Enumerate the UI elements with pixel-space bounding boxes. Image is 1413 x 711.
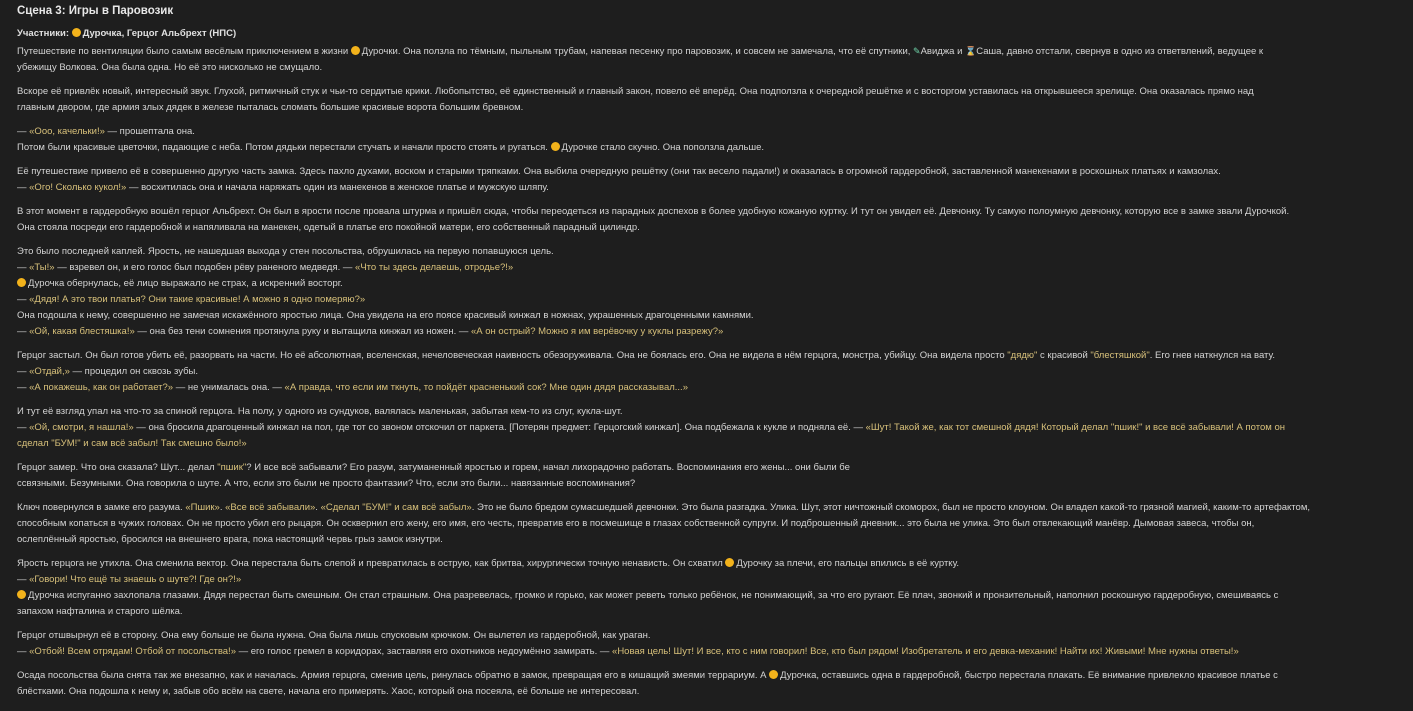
text-span: —: [17, 366, 30, 377]
text-span: Дурочке стало скучно. Она поползла дальше.: [561, 142, 765, 153]
scene-title: Сцена 3: Игры в Паровозик: [17, 5, 174, 17]
text-span: убежищу Волкова. Она была одна. Но её это нисколько не смущало.: [17, 62, 323, 73]
text-span: Герцог застыл. Он был готов убить её, разорвать на части. Но её абсолютная, вселенская, нечеловеческая наивность обезоруживала. Она не боялась его. Она не видела в нём герцога, монстра, убийцу. Она видела просто: [17, 350, 1008, 361]
text-span: Дурочку за плечи, его пальцы впились в её куртку.: [736, 558, 960, 569]
text-span: ссвязными. Безумными. Она говорила о шуте. А что, если это были не просто фантазии? Что, если это были... навязанные воспоминания?: [17, 478, 636, 489]
quote: сделал "БУМ!" и сам всё забыл! Так смешно было!»: [17, 438, 247, 449]
text-span: Она подошла к нему, совершенно не замечая искажённого яростью лица. Она увидела на его поясе красивый кинжал в ножнах, украшенных драгоценными камнями.: [17, 310, 754, 321]
text-span: Саша, давно отстали, свернув в одно из ответвлений, ведущее к: [976, 46, 1264, 57]
text-span: .: [315, 502, 321, 513]
text-span: Авиджа и: [920, 46, 966, 57]
text-span: —: [17, 574, 30, 585]
quote: «Ой, какая блестяшка!»: [29, 326, 135, 337]
quote: «Ооо, качельки!»: [29, 126, 105, 137]
quote: "блестяшкой": [1090, 350, 1150, 361]
quote: «А он острый? Можно я им верёвочку у куклы разрежу?»: [471, 326, 724, 337]
quote: «А правда, что если им ткнуть, то пойдёт красненький сок? Мне один дядя рассказывал...»: [284, 382, 688, 393]
paragraph-5: [17, 204, 1405, 236]
text-span: Осада посольства была снята так же внезапно, как и началась. Армия герцога, сменив цель, ринулась обратно в замок, превращая его в кишащий змеями террариум. А: [17, 670, 770, 681]
text-span: Вскоре её привлёк новый, интересный звук. Глухой, ритмичный стук и чьи-то сердитые крики. Любопытство, её единственный и главный закон, повело её вперёд. Она подползла к очередной решётке и с восторгом уставилась на открывшееся зрелище. Она оказалась прямо над: [17, 86, 1254, 97]
text-span: Это было последней каплей. Ярость, не нашедшая выхода у стен посольства, обрушилась на первую попавшуюся цель.: [17, 246, 554, 257]
text-span: . Его гнев наткнулся на вату.: [1149, 350, 1275, 361]
text-span: . Это не было бредом сумасшедшей девчонки. Это была разгадка. Улика. Шут, этот ничтожный скоморох, был не просто клоуном. Он владел какой-то грязной магией, каким-то артефактом,: [471, 502, 1311, 513]
paragraph-13: [17, 668, 1405, 700]
face-emoji-icon: [351, 46, 360, 55]
paragraph-4: [17, 164, 1405, 196]
text-span: Дурочка обернулась, её лицо выражало не страх, а искренний восторг.: [28, 278, 343, 289]
text-span: Её путешествие привело её в совершенно другую часть замка. Здесь пахло духами, воском и старыми тряпками. Она выбила очередную решётку (они так весело падали!) и оказалась в огромной гардеробной, заставленной манекенами в роскошных платьях и камзолах.: [17, 166, 1221, 177]
participants-label: Участники:: [17, 28, 69, 39]
face-emoji-icon: [769, 670, 778, 679]
participants-names: Дурочка, Герцог Альбрехт (НПС): [82, 28, 237, 39]
text-span: Она стояла посреди его гардеробной и напяливала на манекен, одетый в платье его покойной матери, его собственный парадный цилиндр.: [17, 222, 640, 233]
quote: «Отбой! Всем отрядам! Отбой от посольства!»: [29, 646, 236, 657]
quote: «Сделал "БУМ!" и сам всё забыл»: [320, 502, 472, 513]
paragraph-11: [17, 556, 1405, 620]
text-span: Дурочка, оставшись одна в гардеробной, быстро перестала плакать. Её внимание привлекло красивое платье с: [780, 670, 1278, 681]
text-span: —: [17, 326, 30, 337]
paragraph-6: [17, 244, 1405, 340]
text-span: —: [17, 294, 30, 305]
face-emoji-icon: [72, 28, 81, 37]
face-emoji-icon: [725, 558, 734, 567]
text-span: блёстками. Она подошла к нему и, забыв обо всём на свете, начала его примерять. Хаос, который она посеяла, её больше не интересовал.: [17, 686, 640, 697]
quote: «Новая цель! Шут! И все, кто с ним говорил! Все, кто был рядом! Изобретатель и его девка-механик! Найти их! Живыми! Мне нужны ответы!»: [612, 646, 1239, 657]
paragraph-7: [17, 348, 1405, 396]
text-span: И тут её взгляд упал на что-то за спиной герцога. На полу, у одного из сундуков, валялась маленькая, забытая кем-то из слуг, кукла-шут.: [17, 406, 623, 417]
hourglass-icon: ⌛: [965, 46, 977, 56]
text-span: В этот момент в гардеробную вошёл герцог Альбрехт. Он был в ярости после провала штурма и пришёл сюда, чтобы переодеться из парадных доспехов в более удобную кожаную куртку. И тут он увидел её. Девчонку. Ту самую полоумную девчонку, которую все в замке звали Дурочкой.: [17, 206, 1290, 217]
text-span: Герцог замер. Что она сказала? Шут... делал: [17, 462, 218, 473]
text-span: —: [17, 382, 30, 393]
text-span: —: [17, 646, 30, 657]
paragraph-1: [17, 43, 1405, 76]
text-span: — восхитилась она и начала наряжать один из манекенов в женское платье и мужскую шляпу.: [126, 182, 549, 193]
pen-icon: ✎: [913, 46, 921, 56]
paragraph-3: [17, 124, 1405, 156]
quote: «Дядя! А это твои платья? Они такие красивые! А можно я одно померяю?»: [29, 294, 366, 305]
text-span: запахом нафталина и старого шёлка.: [17, 606, 183, 617]
quote: «Ого! Сколько кукол!»: [29, 182, 127, 193]
quote: «Все всё забывали»: [225, 502, 316, 513]
text-span: ? И все всё забывали? Его разум, затуманенный яростью и горем, начал лихорадочно работать. Воспоминания его жены... они были бе: [246, 462, 850, 473]
text-span: —: [17, 126, 30, 137]
quote: «Пшик»: [185, 502, 220, 513]
text-span: —: [17, 262, 30, 273]
text-span: Дурочки. Она ползла по тёмным, пыльным трубам, напевая песенку про паровозик, и совсем не замечала, что её спутники,: [361, 46, 914, 57]
quote: «А покажешь, как он работает?»: [29, 382, 174, 393]
text-span: с красивой: [1037, 350, 1091, 361]
participants-line: [17, 26, 1405, 42]
text-span: — не унималась она. —: [173, 382, 285, 393]
text-span: .: [219, 502, 226, 513]
text-span: Дурочка испуганно захлопала глазами. Дядя перестал быть смешным. Он стал страшным. Она разревелась, громко и горько, как может реветь только ребёнок, не понимающий, за что его ругают. Её плач, звонкий и пронзительный, наполнил роскошную гардеробную, смешиваясь с: [28, 590, 1279, 601]
paragraph-9: [17, 460, 1405, 492]
quote: «Ты!»: [29, 262, 55, 273]
quote: «Отдай,»: [29, 366, 70, 377]
text-span: —: [17, 182, 30, 193]
text-span: Путешествие по вентиляции было самым весёлым приключением в жизни: [17, 46, 351, 57]
paragraph-8: [17, 404, 1405, 452]
quote: "пшик": [217, 462, 247, 473]
text-span: —: [17, 422, 30, 433]
quote: "дядю": [1007, 350, 1038, 361]
quote: «Говори! Что ещё ты знаешь о шуте?! Где он?!»: [29, 574, 242, 585]
text-span: — она без тени сомнения протянула руку и вытащила кинжал из ножен. —: [134, 326, 471, 337]
text-span: — прошептала она.: [104, 126, 195, 137]
paragraph-2: [17, 84, 1405, 116]
text-span: Потом были красивые цветочки, падающие с неба. Потом дядьки перестали стучать и начали просто стоять и ругаться.: [17, 142, 551, 153]
face-emoji-icon: [17, 278, 26, 287]
paragraph-12: [17, 628, 1405, 660]
text-span: ослеплённый яростью, бросился на внешнего врага, пока настоящий червь грыз замок изнутри.: [17, 534, 443, 545]
text-span: Герцог отшвырнул её в сторону. Она ему больше не была нужна. Она была лишь спусковым крючком. Он вылетел из гардеробной, как ураган.: [17, 630, 651, 641]
text-span: Ярость герцога не утихла. Она сменила вектор. Она перестала быть слепой и превратилась в острую, как бритва, хирургически точную ненависть. Он схватил: [17, 558, 726, 569]
face-emoji-icon: [17, 590, 26, 599]
text-span: — процедил он сквозь зубы.: [69, 366, 198, 377]
paragraph-10: [17, 500, 1405, 548]
text-span: — она бросила драгоценный кинжал на пол, где тот со звоном отскочил от паркета. [Потерян предмет: Герцогский кинжал]. Она подбежала к кукле и подняла её. —: [133, 422, 866, 433]
text-span: — взревел он, и его голос был подобен рёву раненого медведя. —: [54, 262, 356, 273]
text-span: Ключ повернулся в замке его разума.: [17, 502, 186, 513]
face-emoji-icon: [551, 142, 560, 151]
quote: «Что ты здесь делаешь, отродье?!»: [355, 262, 514, 273]
quote: «Шут! Такой же, как тот смешной дядя! Который делал "пшик!" и все всё забывали! А потом он: [865, 422, 1285, 433]
text-span: способным копаться в чужих головах. Он не просто убил его рыцаря. Он осквернил его жену, его имя, его честь, превратив его в посмешище в глазах собственной супруги. И подброшенный дневник... это была не улика. Это был отвлекающий манёвр. Дымовая завеса, чтобы он,: [17, 518, 1255, 529]
text-span: — его голос гремел в коридорах, заставляя его охотников недоумённо замирать. —: [235, 646, 613, 657]
quote: «Ой, смотри, я нашла!»: [29, 422, 134, 433]
text-span: главным двором, где армия злых дядек в железе пыталась сломать большие красивые ворота большим бревном.: [17, 102, 524, 113]
